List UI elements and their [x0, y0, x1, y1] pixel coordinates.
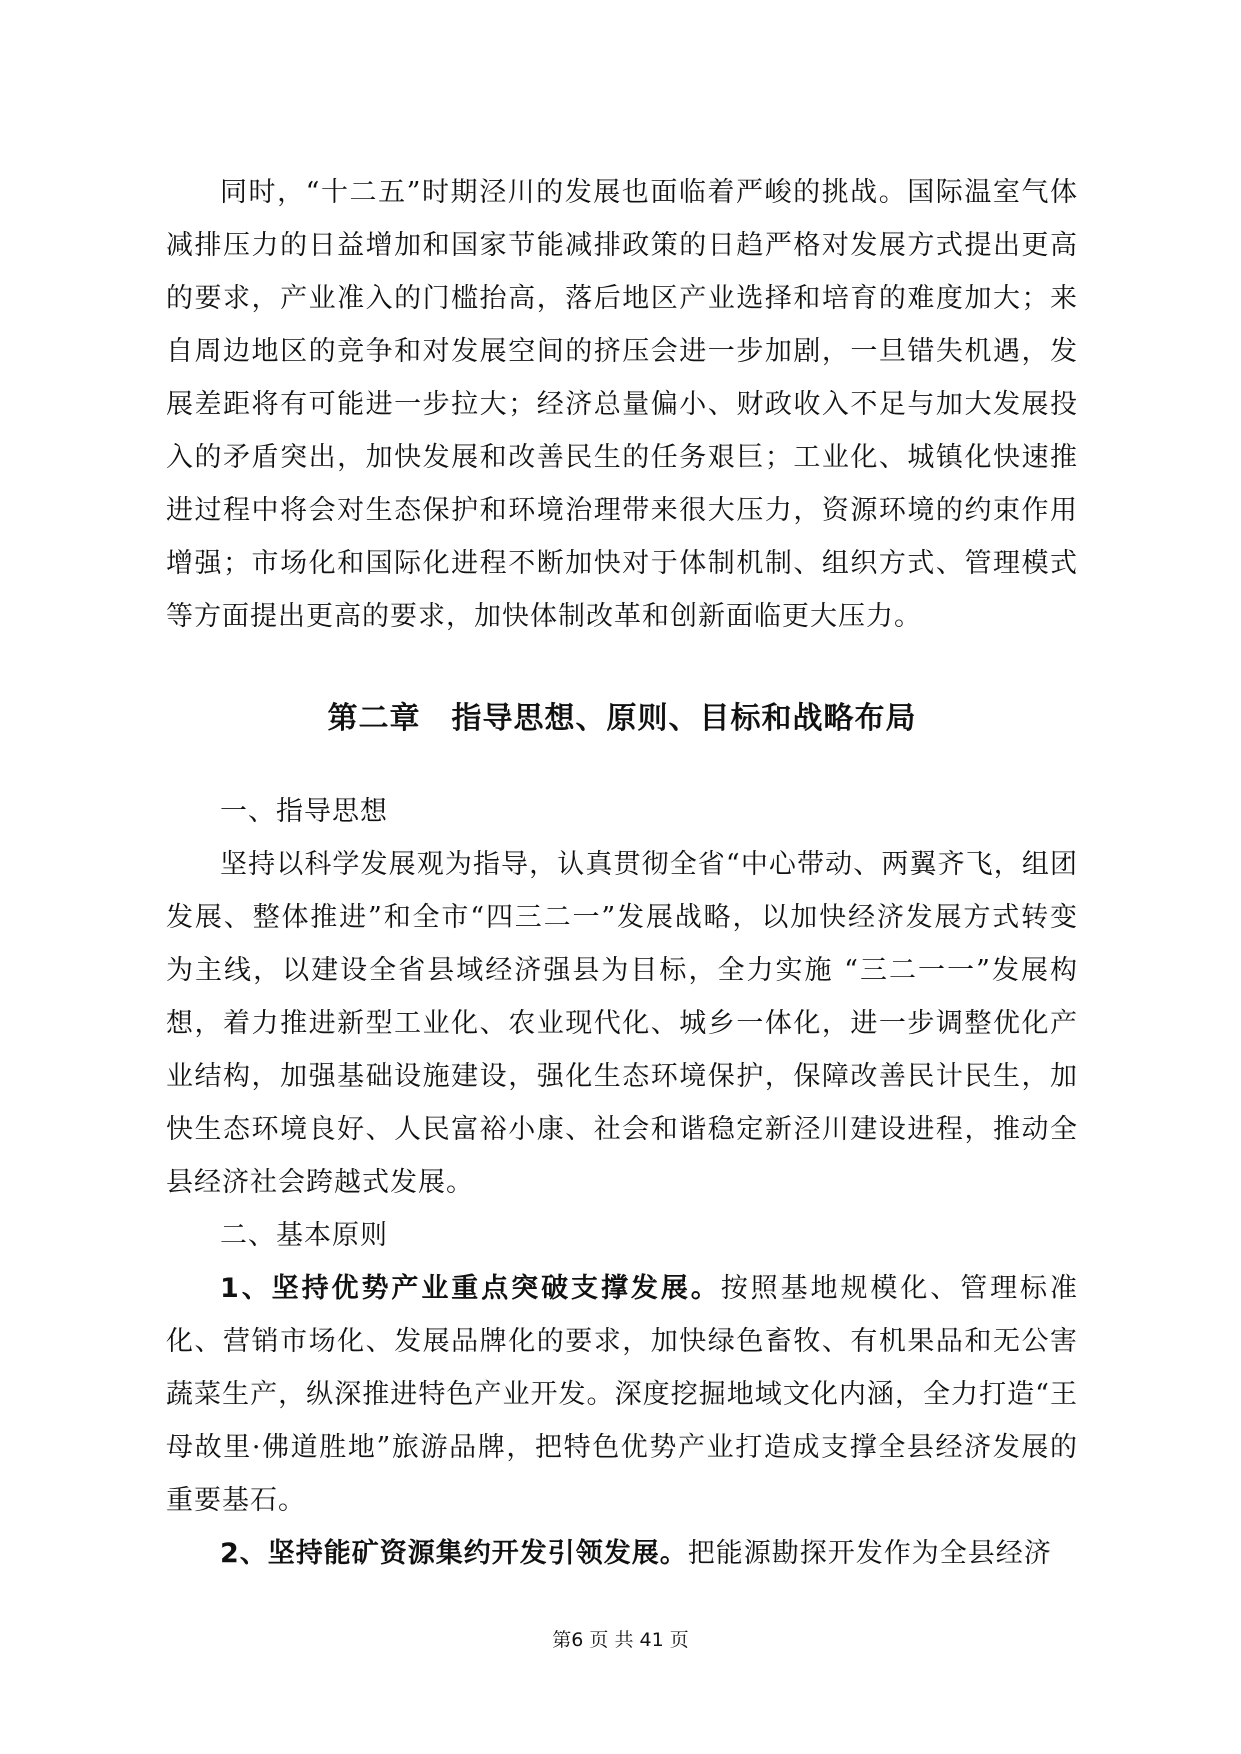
paragraph-principle-2	[166, 1527, 1078, 1580]
footer-mid: 页 共	[583, 1629, 640, 1651]
page-content	[166, 166, 1078, 1580]
section-heading-guiding-ideology: 一、指导思想	[220, 796, 388, 827]
footer-page-number: 6	[571, 1629, 584, 1651]
paragraph-principle-1	[166, 1262, 1078, 1527]
footer-prefix: 第	[552, 1629, 572, 1651]
footer-total-pages: 41	[639, 1629, 664, 1651]
principle-2-body: 把能源勘探开发作为全县经济	[687, 1538, 1052, 1569]
paragraph-challenges: 同时，“十二五”时期泾川的发展也面临着严峻的挑战。国际温室气体减排压力的日益增加和国家节能减排政策的日趋严格对发展方式提出更高的要求，产业准入的门槛抬高，落后地区产业选择和培育的难度加大；来自周边地区的竞争和对发展空间的挤压会进一步加剧，一旦错失机遇，发展差距将有可能进一步拉大；经济总量偏小、财政收入不足与加大发展投入的矛盾突出，加快发展和改善民生的任务艰巨；工业化、城镇化快速推进过程中将会对生态保护和环境治理带来很大压力，资源环境的约束作用增强；市场化和国际化进程不断加快对于体制机制、组织方式、管理模式等方面提出更高的要求，加快体制改革和创新面临更大压力。	[166, 177, 1078, 632]
section-heading-basic-principles: 二、基本原则	[220, 1220, 388, 1251]
principle-1-title: 1、坚持优势产业重点突破支撑发展。	[220, 1273, 721, 1304]
chapter-title: 第二章 指导思想、原则、目标和战略布局	[327, 701, 917, 736]
page-footer	[0, 1625, 1241, 1652]
paragraph-guiding-ideology: 坚持以科学发展观为指导，认真贯彻全省“中心带动、两翼齐飞，组团发展、整体推进”和全市“四三二一”发展战略，以加快经济发展方式转变为主线，以建设全省县域经济强县为目标，全力实施 “三二一一”发展构想，着力推进新型工业化、农业现代化、城乡一体化，进一步调整优化产业结构，加强基础设施建设，强化生态环境保护，保障改善民计民生，加快生态环境良好、人民富裕小康、社会和谐稳定新泾川建设进程，推动全县经济社会跨越式发展。	[166, 849, 1078, 1198]
principle-2-title: 2、坚持能矿资源集约开发引领发展。	[220, 1538, 688, 1569]
footer-suffix: 页	[663, 1629, 689, 1651]
principle-1-body: 按照基地规模化、管理标准化、营销市场化、发展品牌化的要求，加快绿色畜牧、有机果品和无公害蔬菜生产，纵深推进特色产业开发。深度挖掘地域文化内涵，全力打造“王母故里·佛道胜地”旅游品牌，把特色优势产业打造成支撑全县经济发展的重要基石。	[166, 1273, 1078, 1516]
